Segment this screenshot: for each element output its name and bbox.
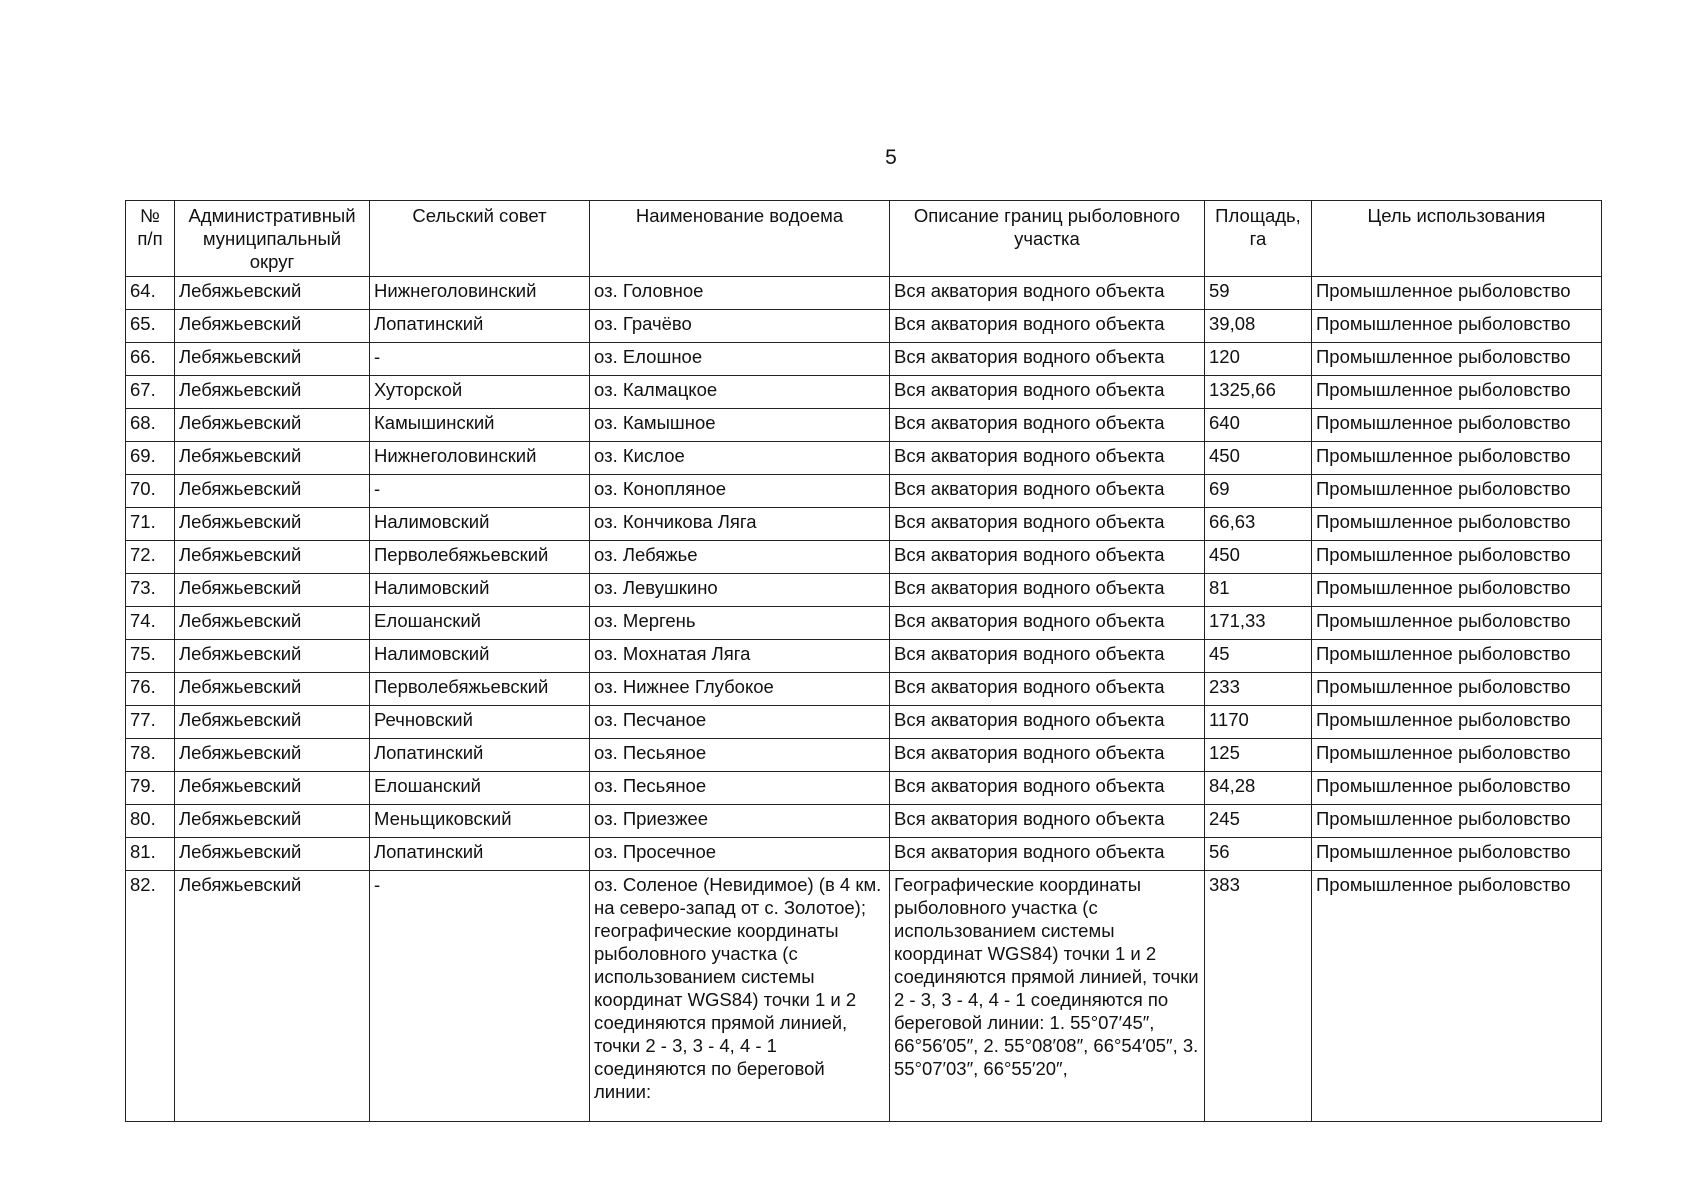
council-cell: Перволебяжьевский xyxy=(370,673,590,706)
council-cell: Елошанский xyxy=(370,607,590,640)
area-cell: 450 xyxy=(1205,442,1312,475)
boundaries-cell: Вся акватория водного объекта xyxy=(890,673,1205,706)
boundaries-cell: Вся акватория водного объекта xyxy=(890,508,1205,541)
table-row xyxy=(126,607,1602,640)
row-number-cell: 73. xyxy=(126,574,175,607)
table-row xyxy=(126,805,1602,838)
water-body-cell: оз. Просечное xyxy=(590,838,890,871)
boundaries-cell: Вся акватория водного объекта xyxy=(890,541,1205,574)
boundaries-cell: Вся акватория водного объекта xyxy=(890,838,1205,871)
boundaries-cell: Вся акватория водного объекта xyxy=(890,607,1205,640)
boundaries-cell: Вся акватория водного объекта xyxy=(890,739,1205,772)
district-cell: Лебяжьевский xyxy=(175,376,370,409)
boundaries-cell: Вся акватория водного объекта xyxy=(890,343,1205,376)
district-cell: Лебяжьевский xyxy=(175,640,370,673)
purpose-cell: Промышленное рыболовство xyxy=(1312,838,1602,871)
table-row xyxy=(126,310,1602,343)
row-number-cell: 82. xyxy=(126,871,175,1122)
district-cell: Лебяжьевский xyxy=(175,475,370,508)
row-number-cell: 65. xyxy=(126,310,175,343)
boundaries-cell: Вся акватория водного объекта xyxy=(890,805,1205,838)
page-number: 5 xyxy=(885,146,897,169)
council-cell: Налимовский xyxy=(370,508,590,541)
table-row xyxy=(126,706,1602,739)
row-number-cell: 71. xyxy=(126,508,175,541)
area-cell: 383 xyxy=(1205,871,1312,1122)
district-cell: Лебяжьевский xyxy=(175,871,370,1122)
water-body-cell: оз. Калмацкое xyxy=(590,376,890,409)
row-number-cell: 81. xyxy=(126,838,175,871)
table-row xyxy=(126,871,1602,1122)
boundaries-cell: Вся акватория водного объекта xyxy=(890,310,1205,343)
area-cell: 120 xyxy=(1205,343,1312,376)
header-purpose: Цель использования xyxy=(1312,201,1602,277)
table-row xyxy=(126,442,1602,475)
district-cell: Лебяжьевский xyxy=(175,409,370,442)
row-number-cell: 72. xyxy=(126,541,175,574)
area-cell: 640 xyxy=(1205,409,1312,442)
table-row xyxy=(126,772,1602,805)
header-council: Сельский совет xyxy=(370,201,590,277)
purpose-cell: Промышленное рыболовство xyxy=(1312,475,1602,508)
council-cell: Лопатинский xyxy=(370,838,590,871)
area-cell: 56 xyxy=(1205,838,1312,871)
table-row xyxy=(126,376,1602,409)
council-cell: - xyxy=(370,475,590,508)
row-number-cell: 64. xyxy=(126,277,175,310)
table-row xyxy=(126,475,1602,508)
water-body-cell: оз. Кислое xyxy=(590,442,890,475)
table-row xyxy=(126,277,1602,310)
council-cell: Нижнеголовинский xyxy=(370,442,590,475)
header-water-body: Наименование водоема xyxy=(590,201,890,277)
district-cell: Лебяжьевский xyxy=(175,673,370,706)
area-cell: 171,33 xyxy=(1205,607,1312,640)
district-cell: Лебяжьевский xyxy=(175,277,370,310)
water-body-cell: оз. Грачёво xyxy=(590,310,890,343)
district-cell: Лебяжьевский xyxy=(175,706,370,739)
area-cell: 450 xyxy=(1205,541,1312,574)
council-cell: Камышинский xyxy=(370,409,590,442)
purpose-cell: Промышленное рыболовство xyxy=(1312,277,1602,310)
row-number-cell: 66. xyxy=(126,343,175,376)
water-body-cell: оз. Мергень xyxy=(590,607,890,640)
boundaries-cell: Вся акватория водного объекта xyxy=(890,376,1205,409)
water-body-cell: оз. Лебяжье xyxy=(590,541,890,574)
row-number-cell: 68. xyxy=(126,409,175,442)
area-cell: 69 xyxy=(1205,475,1312,508)
boundaries-cell: Вся акватория водного объекта xyxy=(890,640,1205,673)
area-cell: 59 xyxy=(1205,277,1312,310)
district-cell: Лебяжьевский xyxy=(175,310,370,343)
district-cell: Лебяжьевский xyxy=(175,574,370,607)
council-cell: - xyxy=(370,343,590,376)
district-cell: Лебяжьевский xyxy=(175,343,370,376)
area-cell: 1325,66 xyxy=(1205,376,1312,409)
row-number-cell: 74. xyxy=(126,607,175,640)
table-row xyxy=(126,640,1602,673)
row-number-cell: 67. xyxy=(126,376,175,409)
water-body-cell: оз. Приезжее xyxy=(590,805,890,838)
council-cell: Меньщиковский xyxy=(370,805,590,838)
purpose-cell: Промышленное рыболовство xyxy=(1312,805,1602,838)
district-cell: Лебяжьевский xyxy=(175,541,370,574)
row-number-cell: 75. xyxy=(126,640,175,673)
water-body-cell: оз. Левушкино xyxy=(590,574,890,607)
area-cell: 245 xyxy=(1205,805,1312,838)
purpose-cell: Промышленное рыболовство xyxy=(1312,508,1602,541)
council-cell: Нижнеголовинский xyxy=(370,277,590,310)
purpose-cell: Промышленное рыболовство xyxy=(1312,310,1602,343)
council-cell: Перволебяжьевский xyxy=(370,541,590,574)
council-cell: Речновский xyxy=(370,706,590,739)
water-body-cell: оз. Головное xyxy=(590,277,890,310)
purpose-cell: Промышленное рыболовство xyxy=(1312,343,1602,376)
area-cell: 45 xyxy=(1205,640,1312,673)
table-row xyxy=(126,409,1602,442)
area-cell: 1170 xyxy=(1205,706,1312,739)
row-number-cell: 79. xyxy=(126,772,175,805)
council-cell: Лопатинский xyxy=(370,739,590,772)
council-cell: Лопатинский xyxy=(370,310,590,343)
table-row xyxy=(126,343,1602,376)
area-cell: 125 xyxy=(1205,739,1312,772)
row-number-cell: 80. xyxy=(126,805,175,838)
purpose-cell: Промышленное рыболовство xyxy=(1312,706,1602,739)
council-cell: Елошанский xyxy=(370,772,590,805)
area-cell: 66,63 xyxy=(1205,508,1312,541)
water-body-cell: оз. Песчаное xyxy=(590,706,890,739)
purpose-cell: Промышленное рыболовство xyxy=(1312,409,1602,442)
table-row xyxy=(126,541,1602,574)
boundaries-cell: Вся акватория водного объекта xyxy=(890,442,1205,475)
area-cell: 39,08 xyxy=(1205,310,1312,343)
purpose-cell: Промышленное рыболовство xyxy=(1312,541,1602,574)
header-area: Площадь, га xyxy=(1205,201,1312,277)
water-body-cell: оз. Конопляное xyxy=(590,475,890,508)
purpose-cell: Промышленное рыболовство xyxy=(1312,871,1602,1122)
purpose-cell: Промышленное рыболовство xyxy=(1312,574,1602,607)
district-cell: Лебяжьевский xyxy=(175,508,370,541)
purpose-cell: Промышленное рыболовство xyxy=(1312,442,1602,475)
header-boundaries: Описание границ рыболовного участка xyxy=(890,201,1205,277)
table-header-row xyxy=(126,201,1602,277)
district-cell: Лебяжьевский xyxy=(175,838,370,871)
district-cell: Лебяжьевский xyxy=(175,442,370,475)
water-body-cell: оз. Камышное xyxy=(590,409,890,442)
council-cell: - xyxy=(370,871,590,1122)
water-body-cell: оз. Нижнее Глубокое xyxy=(590,673,890,706)
district-cell: Лебяжьевский xyxy=(175,607,370,640)
council-cell: Налимовский xyxy=(370,640,590,673)
purpose-cell: Промышленное рыболовство xyxy=(1312,376,1602,409)
district-cell: Лебяжьевский xyxy=(175,805,370,838)
district-cell: Лебяжьевский xyxy=(175,772,370,805)
boundaries-cell: Вся акватория водного объекта xyxy=(890,277,1205,310)
boundaries-cell: Вся акватория водного объекта xyxy=(890,409,1205,442)
council-cell: Хуторской xyxy=(370,376,590,409)
table-row xyxy=(126,673,1602,706)
row-number-cell: 78. xyxy=(126,739,175,772)
table-row xyxy=(126,574,1602,607)
purpose-cell: Промышленное рыболовство xyxy=(1312,739,1602,772)
header-number: № п/п xyxy=(126,201,175,277)
row-number-cell: 76. xyxy=(126,673,175,706)
boundaries-cell: Вся акватория водного объекта xyxy=(890,772,1205,805)
area-cell: 81 xyxy=(1205,574,1312,607)
boundaries-cell: Вся акватория водного объекта xyxy=(890,706,1205,739)
table-row xyxy=(126,508,1602,541)
purpose-cell: Промышленное рыболовство xyxy=(1312,607,1602,640)
table-row xyxy=(126,838,1602,871)
table-body xyxy=(126,277,1602,1122)
row-number-cell: 77. xyxy=(126,706,175,739)
purpose-cell: Промышленное рыболовство xyxy=(1312,640,1602,673)
water-body-cell: оз. Елошное xyxy=(590,343,890,376)
boundaries-cell: Вся акватория водного объекта xyxy=(890,574,1205,607)
water-body-cell: оз. Кончикова Ляга xyxy=(590,508,890,541)
water-body-cell: оз. Соленое (Невидимое) (в 4 км. на северо-запад от с. Золотое); географические координаты рыболовного участка (с использованием системы координат WGS84) точки 1 и 2 соединяются прямой линией, точки 2 - 3, 3 - 4, 4 - 1 соединяются по береговой линии: xyxy=(590,871,890,1122)
row-number-cell: 69. xyxy=(126,442,175,475)
purpose-cell: Промышленное рыболовство xyxy=(1312,772,1602,805)
area-cell: 84,28 xyxy=(1205,772,1312,805)
purpose-cell: Промышленное рыболовство xyxy=(1312,673,1602,706)
fishing-areas-table xyxy=(125,200,1602,1122)
header-district: Административный муниципальный округ xyxy=(175,201,370,277)
water-body-cell: оз. Мохнатая Ляга xyxy=(590,640,890,673)
row-number-cell: 70. xyxy=(126,475,175,508)
boundaries-cell: Вся акватория водного объекта xyxy=(890,475,1205,508)
water-body-cell: оз. Песьяное xyxy=(590,772,890,805)
boundaries-cell: Географические координаты рыболовного участка (с использованием системы координат WGS84) точки 1 и 2 соединяются прямой линией, точки 2 - 3, 3 - 4, 4 - 1 соединяются по береговой линии: 1. 55°07′45″, 66°56′05″, 2. 55°08′08″, 66°54′05″, 3. 55°07′03″, 66°55′20″, xyxy=(890,871,1205,1122)
water-body-cell: оз. Песьяное xyxy=(590,739,890,772)
council-cell: Налимовский xyxy=(370,574,590,607)
district-cell: Лебяжьевский xyxy=(175,739,370,772)
area-cell: 233 xyxy=(1205,673,1312,706)
table-row xyxy=(126,739,1602,772)
